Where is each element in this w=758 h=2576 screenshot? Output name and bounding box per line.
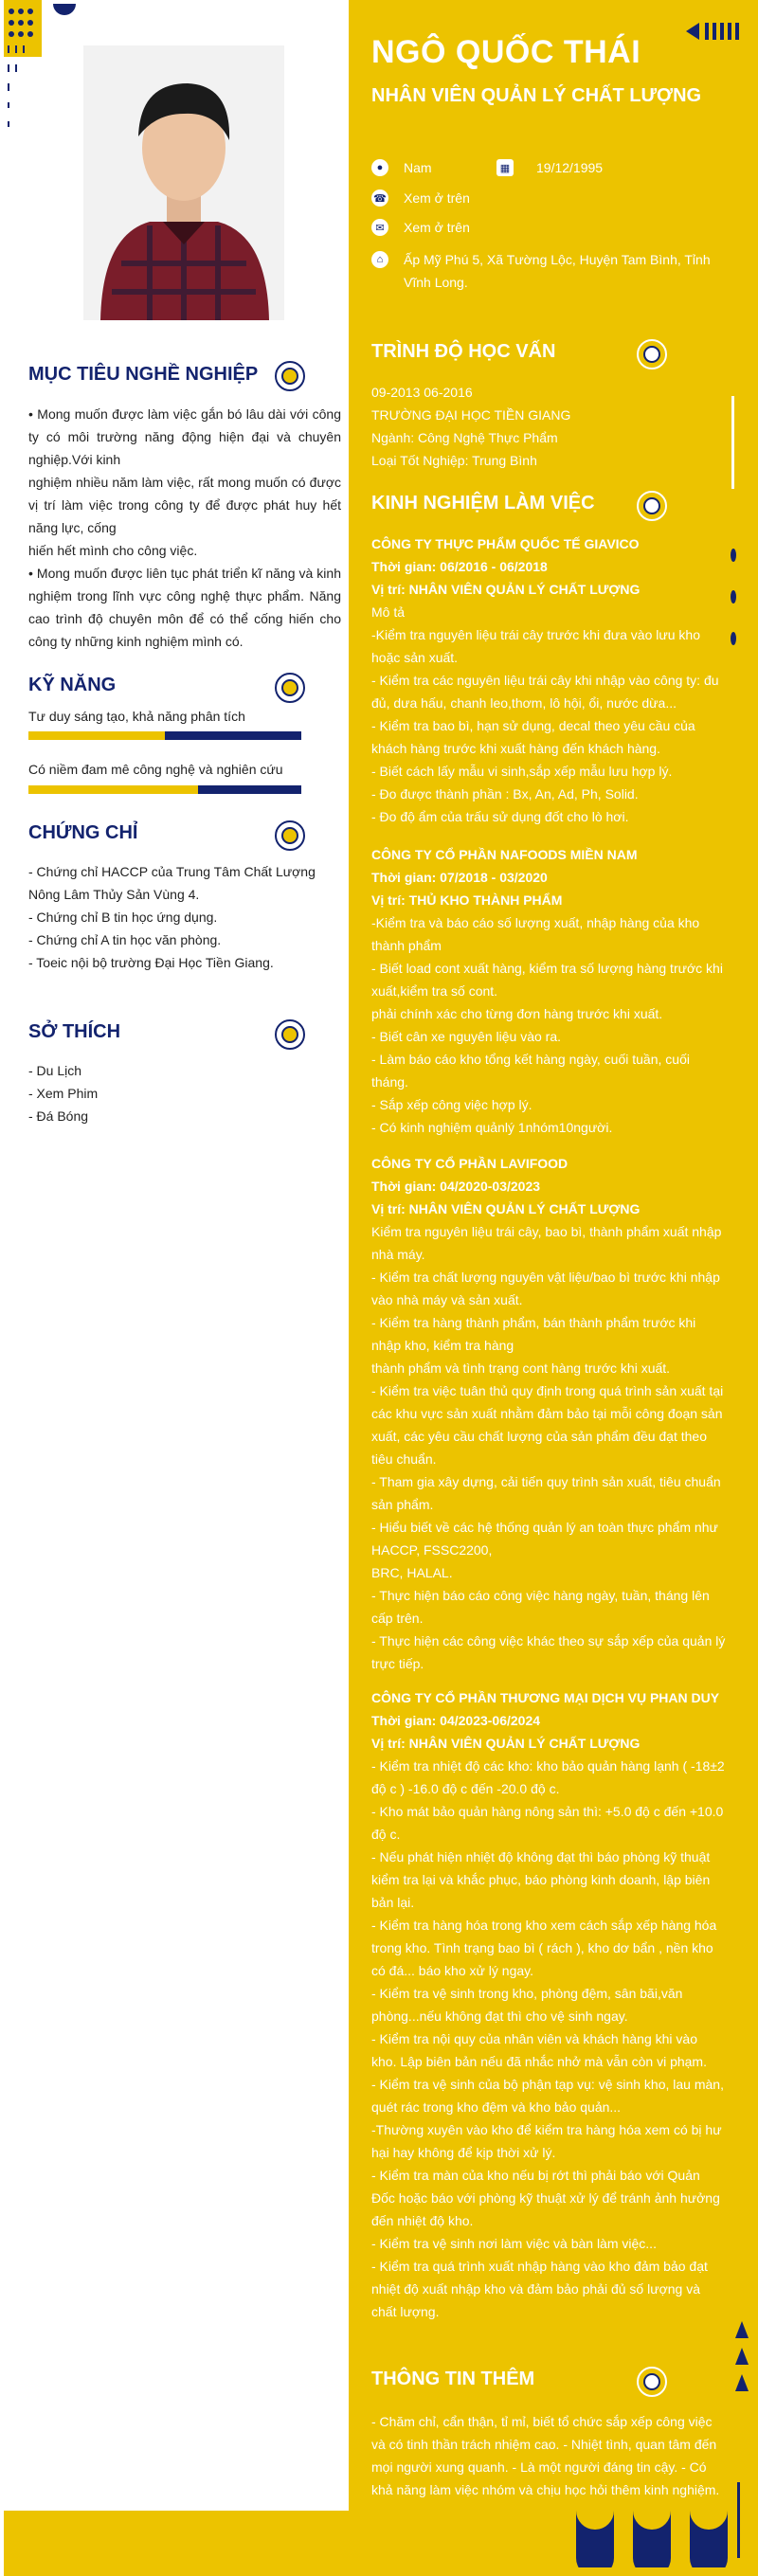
skills-title: KỸ NĂNG xyxy=(28,675,117,695)
job-line: - Tham gia xây dựng, cải tiến quy trình sản xuất, tiêu chuẩn sản phẩm. xyxy=(371,1474,721,1512)
job-line: - Hiểu biết về các hệ thống quản lý an toàn thực phẩm như HACCP, FSSC2200, xyxy=(371,1520,718,1558)
home-icon: ⌂ xyxy=(371,251,388,268)
graduation-icon xyxy=(637,339,667,369)
calendar-icon: ▦ xyxy=(496,159,514,176)
job-line: - Kiểm tra hàng hóa trong kho xem cách sắp xếp hàng hóa trong kho. Tình trạng bao bì ( rách ), kho dơ bẩn , nền kho có đá... báo kho xử lý ngay. xyxy=(371,1918,717,1978)
education-text xyxy=(371,381,726,472)
job-line: - Biết load cont xuất hàng, kiểm tra số lượng hàng trước khi xuất,kiểm tra số cont. xyxy=(371,961,723,999)
skill-label: Tư duy sáng tạo, khả năng phân tích xyxy=(28,709,245,724)
job-position: Vị trí: NHÂN VIÊN QUẢN LÝ CHẤT LƯỢNG xyxy=(371,1201,641,1216)
company-name: CÔNG TY CỔ PHẦN NAFOODS MIỀN NAM xyxy=(371,847,638,862)
job-1 xyxy=(371,532,726,828)
job-2 xyxy=(371,843,726,1139)
job-line: - Kiểm tra quá trình xuất nhập hàng vào kho đảm bảo đạt nhiệt độ xuất nhập kho và đảm bảo phải đủ số lượng và chất lượng. xyxy=(371,2259,708,2319)
job-line: -Kiểm tra nguyên liệu trái cây trước khi đưa vào lưu kho hoặc sản xuất. xyxy=(371,627,700,665)
email-value: Xem ở trên xyxy=(404,220,470,235)
job-line: - Kiểm tra màn của kho nếu bị rớt thì phải báo với Quản Đốc hoặc báo với phòng kỹ thuật xử lý để tránh ảnh hưởng đến nhiệt độ kho. xyxy=(371,2168,720,2228)
phone-row xyxy=(371,189,470,207)
hobby-item: - Du Lịch xyxy=(28,1063,82,1078)
objective-line: hiến hết mình cho công việc. xyxy=(28,543,198,558)
target-icon xyxy=(275,361,305,391)
triangle-decoration-icon xyxy=(735,2348,749,2365)
job-4 xyxy=(371,1686,726,2323)
job-line: BRC, HALAL. xyxy=(371,1565,453,1580)
job-line: - Kiểm tra hàng thành phẩm, bán thành phẩm trước khi nhập kho, kiểm tra hàng xyxy=(371,1315,696,1353)
mail-icon: ✉ xyxy=(371,219,388,236)
job-line: - Đo độ ẩm của trấu sử dụng đốt cho lò hơi. xyxy=(371,809,629,824)
job-position: Vị trí: NHÂN VIÊN QUẢN LÝ CHẤT LƯỢNG xyxy=(371,1736,641,1751)
skill-fill xyxy=(28,731,165,740)
job-line: thành phẩm và tình trạng cont hàng trước khi xuất. xyxy=(371,1360,671,1376)
job-position: Vị trí: NHÂN VIÊN QUẢN LÝ CHẤT LƯỢNG xyxy=(371,582,641,597)
job-line: - Kiểm tra vệ sinh của bộ phận tạp vụ: vệ sinh kho, lau màn, quét rác trong kho đệm và kho bảo quản... xyxy=(371,2077,724,2115)
triangle-decoration-icon xyxy=(735,2321,749,2338)
phone-icon: ☎ xyxy=(371,189,388,207)
skill-label: Có niềm đam mê công nghệ và nghiên cứu xyxy=(28,762,283,777)
hobbies-title: SỞ THÍCH xyxy=(28,1021,121,1042)
job-line: - Kiểm tra vệ sinh trong kho, phòng đệm, sân bãi,văn phòng...nếu không đạt thì cho vệ sinh ngay. xyxy=(371,1986,683,2024)
job-line: - Biết cân xe nguyên liệu vào ra. xyxy=(371,1029,562,1044)
additional-title: THÔNG TIN THÊM xyxy=(371,2369,535,2389)
education-title: TRÌNH ĐỘ HỌC VẤN xyxy=(371,341,556,362)
half-circles-decoration-icon xyxy=(576,2473,756,2567)
company-name: CÔNG TY CỔ PHẦN LAVIFOOD xyxy=(371,1156,568,1171)
email-row xyxy=(371,219,470,236)
objective-line: • Mong muốn được làm việc gắn bó lâu dài với công ty có môi trường năng động hiện đại và chuyên nghiệp.Với kinh xyxy=(28,406,341,467)
briefcase-icon xyxy=(637,491,667,521)
experience-title: KINH NGHIỆM LÀM VIỆC xyxy=(371,493,595,513)
job-line: - Có kinh nghiệm quảnlý 1nhóm10người. xyxy=(371,1120,613,1135)
skill-bar xyxy=(28,731,301,740)
job-line: - Kiểm tra các nguyên liệu trái cây khi nhập vào công ty: đu đủ, dưa hấu, chanh leo,thơm, lô hội, ổi, nước dừa... xyxy=(371,673,719,711)
job-line: Kiểm tra nguyên liệu trái cây, bao bì, thành phẩm xuất nhập nhà máy. xyxy=(371,1224,722,1262)
profile-photo xyxy=(83,45,284,320)
skill-fill xyxy=(28,785,198,794)
arrows-decoration-icon xyxy=(686,19,752,44)
job-line: -Kiểm tra và báo cáo số lượng xuất, nhập hàng của kho thành phẩm xyxy=(371,915,700,953)
birthday-row xyxy=(496,159,603,176)
job-line: - Biết cách lấy mẫu vi sinh,sắp xếp mẫu lưu hợp lý. xyxy=(371,764,673,779)
company-name: CÔNG TY THỰC PHẨM QUỐC TẾ GIAVICO xyxy=(371,536,640,551)
hobby-icon xyxy=(275,1019,305,1050)
half-circles-decoration-icon xyxy=(53,4,91,27)
hobbies-list xyxy=(28,1059,341,1127)
job-line: - Kiểm tra nội quy của nhân viên và khách hàng khi vào kho. Lập biên bản nếu đã nhắc nhở mà vẫn còn vi phạm. xyxy=(371,2031,707,2069)
certificate-item: - Chứng chỉ B tin học ứng dụng. xyxy=(28,910,218,925)
certificate-item: - Chứng chỉ HACCP của Trung Tâm Chất Lượng Nông Lâm Thủy Sản Vùng 4. xyxy=(28,864,316,902)
company-name: CÔNG TY CỔ PHẦN THƯƠNG MẠI DỊCH VỤ PHAN DUY xyxy=(371,1690,720,1705)
certificate-item: - Chứng chỉ A tin học văn phòng. xyxy=(28,932,222,947)
job-line: - Làm báo cáo kho tổng kết hàng ngày, cuối tuần, cuối tháng. xyxy=(371,1052,690,1090)
address-row xyxy=(371,248,726,294)
objective-line: nghiệm nhiều năm làm việc, rất mong muốn có được vị trí làm việc trong công ty để được phát huy hết năng lực, cống xyxy=(28,475,341,535)
education-line: 09-2013 06-2016 xyxy=(371,385,473,400)
job-line: - Thực hiện các công việc khác theo sự sắp xếp của quản lý trực tiếp. xyxy=(371,1633,726,1671)
skill-bar xyxy=(28,785,301,794)
objective-line: • Mong muốn được liên tục phát triển kĩ năng và kinh nghiệm trong lĩnh vực công nghệ thực phẩm. Năng cao trình độ chuyên môn để có thể cống hiến cho công ty những kinh nghiệm mình có. xyxy=(28,566,341,649)
job-position: Vị trí: THỦ KHO THÀNH PHẨM xyxy=(371,892,563,908)
job-period: Thời gian: 07/2018 - 03/2020 xyxy=(371,870,548,885)
gender-row xyxy=(371,159,432,176)
job-line: Mô tả xyxy=(371,604,406,620)
job-line: - Thực hiện báo cáo công việc hàng ngày, tuần, tháng lên cấp trên. xyxy=(371,1588,710,1626)
person-avatar-icon xyxy=(83,45,284,320)
job-line: phải chính xác cho từng đơn hàng trước khi xuất. xyxy=(371,1006,663,1021)
job-line: - Đo được thành phần : Bx, An, Ad, Ph, Solid. xyxy=(371,786,639,802)
objective-title: MỤC TIÊU NGHỀ NGHIỆP xyxy=(28,364,259,385)
user-icon: ● xyxy=(371,159,388,176)
job-line: - Kiểm tra vệ sinh nơi làm việc và bàn làm việc... xyxy=(371,2236,657,2251)
hobby-item: - Xem Phim xyxy=(28,1086,99,1101)
job-period: Thời gian: 06/2016 - 06/2018 xyxy=(371,559,548,574)
job-line: - Sắp xếp công việc hợp lý. xyxy=(371,1097,532,1112)
phone-value: Xem ở trên xyxy=(404,190,470,206)
certificates-list xyxy=(28,860,341,974)
certificate-item: - Toeic nội bộ trường Đại Học Tiền Giang. xyxy=(28,955,274,970)
job-line: - Kho mát bảo quản hàng nông sản thì: +5.0 độ c đến +10.0 độ c. xyxy=(371,1804,724,1842)
job-line: - Kiểm tra bao bì, hạn sử dụng, decal theo yêu cầu của khách hàng trước khi xuất hàng đến khách hàng. xyxy=(371,718,695,756)
job-line: - Kiểm tra nhiệt độ các kho: kho bảo quản hàng lạnh ( -18±2 độ c ) -16.0 độ c đến -20.0 độ c. xyxy=(371,1758,725,1796)
job-title: NHÂN VIÊN QUẢN LÝ CHẤT LƯỢNG xyxy=(371,85,702,106)
job-period: Thời gian: 04/2023-06/2024 xyxy=(371,1713,541,1728)
additional-text: - Chăm chỉ, cẩn thận, tỉ mỉ, biết tổ chức sắp xếp công việc và có tinh thần trách nhiệm cao. - Nhiệt tình, quan tâm đến mọi người xung quanh. - Là một người đáng tin cậy. - Có khả năng làm việc nhóm và chịu học hỏi thêm kinh nghiệm. xyxy=(371,2414,720,2497)
divider-line xyxy=(731,396,734,489)
dots-decoration-icon xyxy=(6,4,44,136)
education-line: Ngành: Công Nghệ Thực Phẩm xyxy=(371,430,558,445)
full-name: NGÔ QUỐC THÁI xyxy=(371,34,641,70)
gender-value: Nam xyxy=(404,160,432,175)
job-line: -Thường xuyên vào kho để kiểm tra hàng hóa xem có bị hư hại hay không để kịp thời xử lý. xyxy=(371,2122,722,2160)
birthday-value: 19/12/1995 xyxy=(536,160,604,175)
education-line: TRƯỜNG ĐẠI HỌC TIỀN GIANG xyxy=(371,407,571,423)
education-line: Loại Tốt Nghiệp: Trung Bình xyxy=(371,453,537,468)
job-3 xyxy=(371,1152,726,1675)
job-line: - Nếu phát hiện nhiệt độ không đạt thì báo phòng kỹ thuật kiểm tra lại và khắc phục, báo phòng kinh doanh, lập biên bản lại. xyxy=(371,1849,711,1910)
certificates-title: CHỨNG CHỈ xyxy=(28,822,138,843)
skills-icon xyxy=(275,673,305,703)
dots-decoration-icon xyxy=(728,540,739,673)
objective-text xyxy=(28,403,341,653)
triangle-decoration-icon xyxy=(735,2374,749,2391)
address-value: Ấp Mỹ Phú 5, Xã Tường Lộc, Huyện Tam Bình, Tỉnh Vĩnh Long. xyxy=(404,252,711,290)
job-line: - Kiểm tra chất lượng nguyên vật liệu/bao bì trước khi nhập vào nhà máy và sản xuất. xyxy=(371,1270,720,1307)
hobby-item: - Đá Bóng xyxy=(28,1108,89,1124)
job-period: Thời gian: 04/2020-03/2023 xyxy=(371,1179,541,1194)
info-icon xyxy=(637,2367,667,2397)
job-line: - Kiểm tra việc tuân thủ quy định trong quá trình sản xuất tại các khu vực sản xuất nhằm đảm bảo tại mỗi công đoạn sản xuất, các yêu cầu chất lượng của sản phẩm đều đạt theo tiêu chuẩn. xyxy=(371,1383,724,1467)
certificate-icon xyxy=(275,820,305,851)
